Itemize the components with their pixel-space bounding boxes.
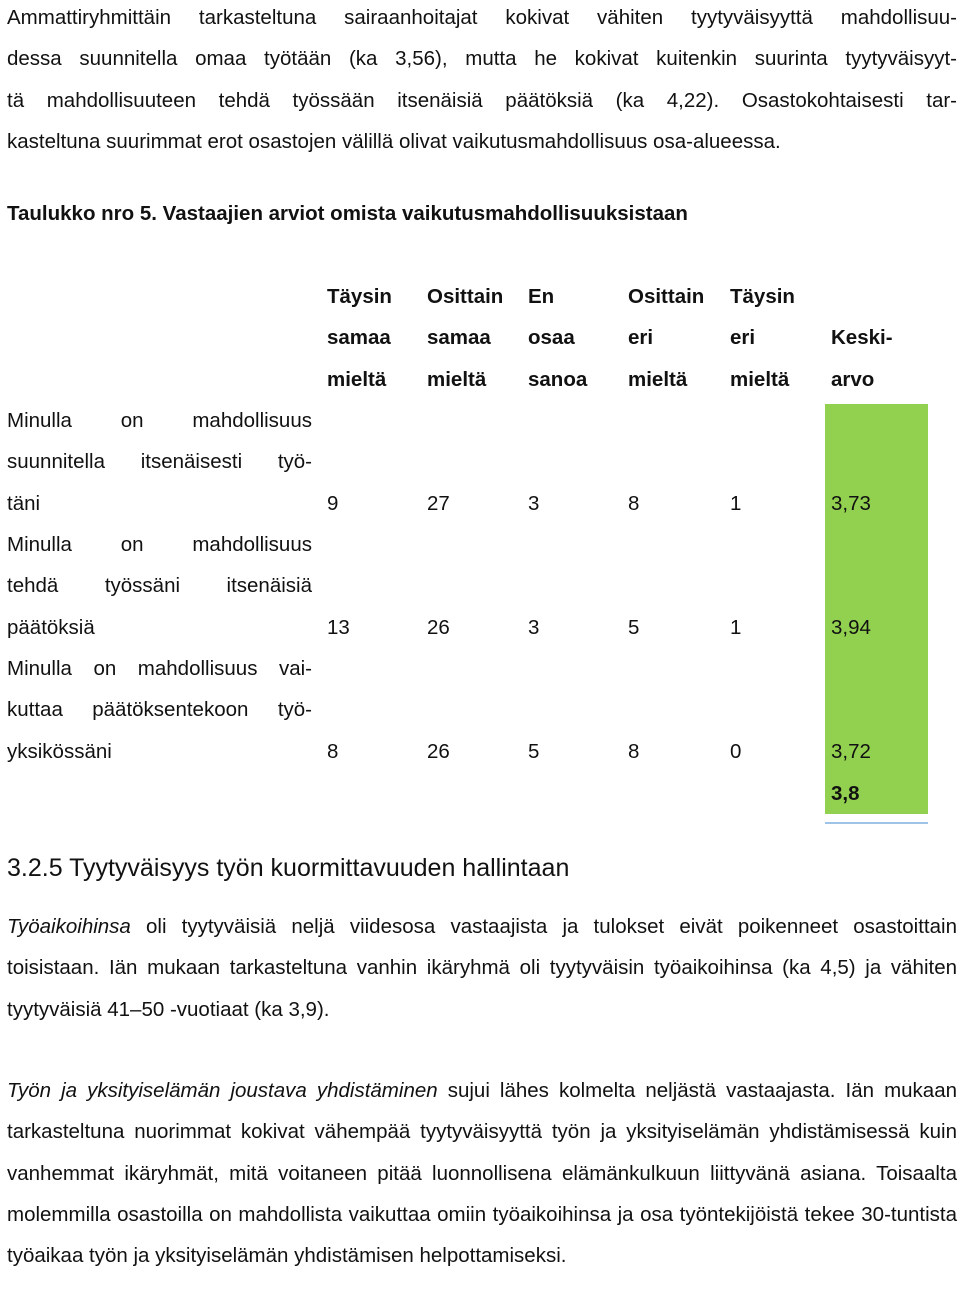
column-header-mean bbox=[831, 276, 893, 400]
paragraph-text: oli tyytyväisiä neljä viidesosa vastaajista ja tulokset eivät poikenneet osastoittain toisistaan. Iän mukaan tarkasteltuna vanhin ikäryhmä oli tyytyväisin työaikoihinsa (ka 4,5) ja vähiten tyytyväisiä 41–50 -vuotiaat (ka 3,9). bbox=[7, 915, 957, 1021]
table-cell: 5 bbox=[528, 739, 540, 763]
emphasis-term: Työn ja yksityiselämän joustava yhdistäminen bbox=[7, 1079, 438, 1102]
table-cell: 8 bbox=[628, 739, 640, 763]
column-header bbox=[427, 276, 503, 400]
column-header-line: mieltä bbox=[628, 367, 688, 391]
column-header-line: samaa bbox=[427, 326, 491, 350]
row-label-line: Minulla on mahdollisuus bbox=[7, 409, 312, 432]
paragraph-yksityiselama bbox=[7, 1070, 957, 1276]
column-header-line: Osittain bbox=[628, 285, 705, 308]
column-header-line: Osittain bbox=[427, 285, 504, 308]
row-label-line: tehdä työssäni itsenäisiä bbox=[7, 574, 312, 598]
mean-underline bbox=[825, 822, 928, 824]
table-cell: 5 bbox=[628, 615, 640, 639]
column-header-line: eri bbox=[628, 326, 654, 350]
table-cell: 13 bbox=[327, 615, 350, 639]
table-cell-mean: 3,94 bbox=[831, 615, 871, 639]
row-label-line: kuttaa päätöksentekoon työ- bbox=[7, 698, 312, 722]
overall-mean: 3,8 bbox=[831, 782, 860, 805]
emphasis-term: Työaikoihinsa bbox=[7, 915, 131, 938]
column-header bbox=[528, 276, 587, 400]
column-header bbox=[327, 276, 392, 400]
row-label bbox=[7, 400, 312, 524]
table-cell: 8 bbox=[628, 491, 640, 515]
column-header bbox=[730, 276, 795, 400]
table-cell: 9 bbox=[327, 491, 339, 515]
table-cell: 27 bbox=[427, 491, 450, 515]
table-cell-mean: 3,73 bbox=[831, 491, 871, 515]
section-heading: 3.2.5 Tyytyväisyys työn kuormittavuuden hallintaan bbox=[7, 854, 570, 882]
row-label-line: suunnitella itsenäisesti työ- bbox=[7, 450, 312, 474]
intro-line: kasteltuna suurimmat erot osastojen välillä olivat vaikutusmahdollisuus osa-alueessa. bbox=[7, 129, 781, 153]
column-header-line: mieltä bbox=[427, 367, 487, 391]
table-cell: 8 bbox=[327, 739, 339, 763]
row-label bbox=[7, 648, 312, 772]
paragraph-tyoajat bbox=[7, 906, 957, 1030]
column-header-line: arvo bbox=[831, 367, 875, 391]
table-cell: 3 bbox=[528, 615, 540, 639]
intro-line: dessa suunnitella omaa työtään (ka 3,56), mutta he kokivat kuitenkin suurinta tyytyväisyyt- bbox=[7, 47, 957, 71]
column-header bbox=[628, 276, 704, 400]
intro-paragraph bbox=[7, 0, 957, 162]
table-cell: 0 bbox=[730, 739, 742, 763]
row-label-line: päätöksiä bbox=[7, 615, 95, 639]
intro-line: tä mahdollisuuteen tehdä työssään itsenäisiä päätöksiä (ka 4,22). Osastokohtaisesti tar- bbox=[7, 88, 957, 112]
row-label bbox=[7, 524, 312, 648]
column-header-line: sanoa bbox=[528, 367, 588, 391]
table-cell: 26 bbox=[427, 739, 450, 763]
column-header-line: samaa bbox=[327, 326, 391, 350]
column-header-line: mieltä bbox=[327, 367, 387, 391]
column-header-line: Keski- bbox=[831, 326, 893, 350]
column-header-line: mieltä bbox=[730, 367, 790, 391]
table-cell-mean: 3,72 bbox=[831, 739, 871, 763]
row-label-line: yksikössäni bbox=[7, 739, 112, 763]
row-label-line: Minulla on mahdollisuus bbox=[7, 533, 312, 556]
row-label-line: Minulla on mahdollisuus vai- bbox=[7, 657, 312, 680]
intro-line: Ammattiryhmittäin tarkasteltuna sairaanhoitajat kokivat vähiten tyytyväisyyttä mahdollisuu- bbox=[7, 6, 957, 29]
column-header-line: eri bbox=[730, 326, 756, 350]
column-header-line: Täysin bbox=[730, 285, 795, 308]
column-header-line: En bbox=[528, 285, 555, 308]
column-header-line: osaa bbox=[528, 326, 575, 350]
table-cell: 1 bbox=[730, 615, 742, 639]
paragraph-text: sujui lähes kolmelta neljästä vastaajasta. Iän mukaan tarkasteltuna nuorimmat kokivat vähempää tyytyväisyyttä työn ja yksityiselämän yhdistämisessä kuin vanhemmat ikäryhmät, mitä voitaneen pitää luonnollisena elämänkulkuun liittyvänä asiana. Toisaalta molemmilla osastoilla on mahdollista vaikuttaa omiin työaikoihinsa ja osa työntekijöistä tekee 30-tuntista työaikaa työn ja yksityiselämän yhdistämisen helpottamiseksi. bbox=[7, 1079, 957, 1268]
table-caption: Taulukko nro 5. Vastaajien arviot omista vaikutusmahdollisuuksistaan bbox=[7, 202, 688, 225]
table-cell: 26 bbox=[427, 615, 450, 639]
column-header-line bbox=[831, 276, 893, 317]
table-vaikutusmahdollisuudet bbox=[7, 276, 957, 826]
table-cell: 3 bbox=[528, 491, 540, 515]
row-label-line: täni bbox=[7, 491, 41, 515]
table-cell: 1 bbox=[730, 491, 742, 515]
column-header-line: Täysin bbox=[327, 285, 392, 308]
